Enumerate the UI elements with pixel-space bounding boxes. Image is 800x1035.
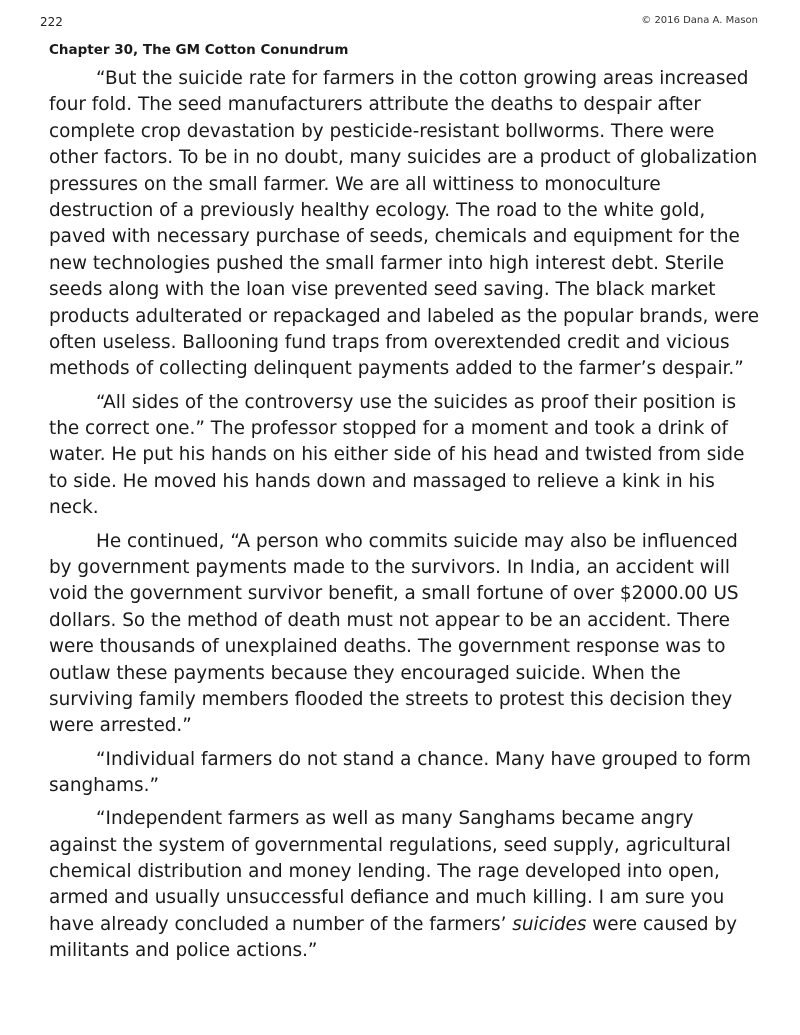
paragraph-5 [49, 806, 761, 964]
page-number: 222 [40, 15, 63, 29]
paragraph-5-text-start: “Independent farmers as well as many Sanghams became angry against the system of governmental regulations, seed supply, agricultural chemical distribution and money lending. The rage developed into open, armed and usually unsuccessful defiance and much killing. I am sure you have already concluded a number of the farmers’ [49, 808, 731, 935]
body-text [49, 66, 761, 971]
paragraph-5-italic-word: suicides [512, 913, 587, 935]
chapter-title: Chapter 30, The GM Cotton Conundrum [49, 42, 349, 58]
copyright-notice: © 2016 Dana A. Mason [641, 15, 758, 26]
paragraph-2: “All sides of the controversy use the suicides as proof their position is the correct one.” The professor stopped for a moment and took a drink of water. He put his hands on his either side of his head and twisted from side to side. He moved his hands down and massaged to relieve a kink in his neck. [49, 391, 745, 519]
paragraph-3: He continued, “A person who commits suicide may also be influenced by government payments made to the survivors. In India, an accident will void the government survivor benefit, a small fortune of over $2000.00 US dollars. So the method of death must not appear to be an accident. There were thousands of unexplained deaths. The government response was to outlaw these payments because they encouraged suicide. When the surviving family members flooded the streets to protest this decision they were arrested.” [49, 530, 739, 737]
paragraph-1: “But the suicide rate for farmers in the cotton growing areas increased four fold. The seed manufacturers attribute the deaths to despair after complete crop devastation by pesticide-resistant bollworms. There were other factors. To be in no doubt, many suicides are a product of globalization pressures on the small farmer. We are all wittiness to monoculture destruction of a previously healthy ecology. The road to the white gold, paved with necessary purchase of seeds, chemicals and equipment for the new technologies pushed the small farmer into high interest debt. Sterile seeds along with the loan vise prevented seed saving. The black market products adulterated or repackaged and labeled as the popular brands, were often useless. Ballooning fund traps from overextended credit and vicious methods of collecting delinquent payments added to the farmer’s despair.” [49, 68, 760, 380]
paragraph-5-text-end: were caused by militants and police actions.” [49, 913, 737, 962]
paragraph-4: “Individual farmers do not stand a chance. Many have grouped to form sanghams.” [49, 748, 751, 796]
